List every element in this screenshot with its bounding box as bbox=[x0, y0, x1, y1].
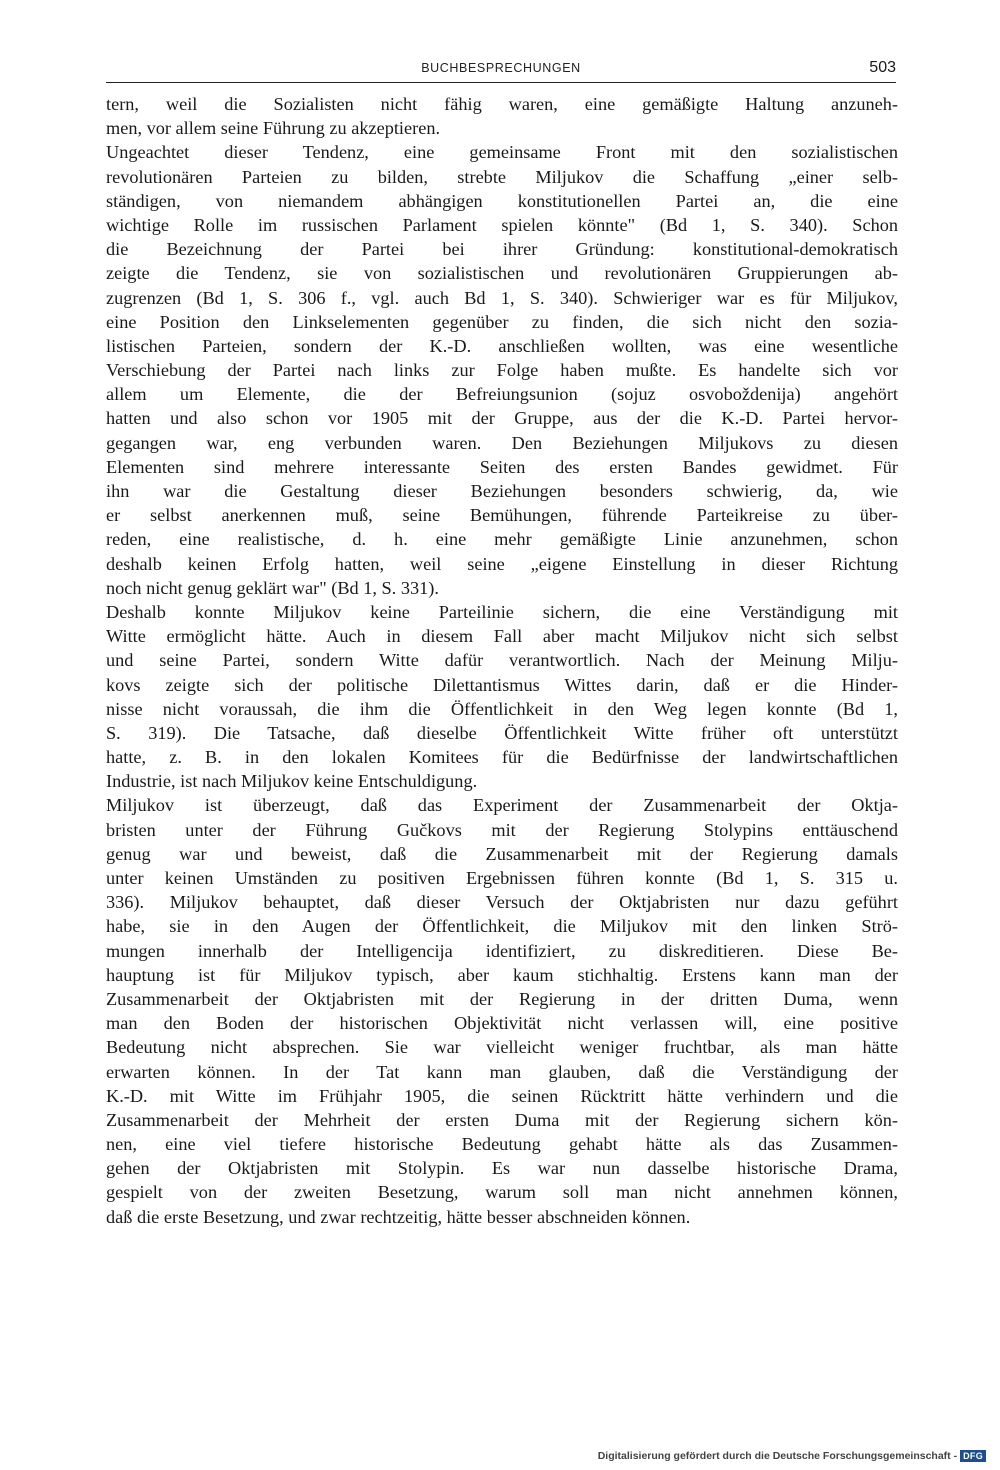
text-line: man den Boden der historischen Objektivität nicht verlassen will, eine positive bbox=[106, 1013, 898, 1034]
text-line: Ungeachtet dieser Tendenz, eine gemeinsame Front mit den sozialistischen bbox=[106, 142, 898, 163]
dfg-logo: DFG bbox=[960, 1450, 986, 1462]
text-line: deshalb keinen Erfolg hatten, weil seine „eigene Einstellung in dieser Richtung bbox=[106, 553, 898, 574]
paragraph-1 bbox=[106, 92, 898, 140]
text-line: erwarten können. In der Tat kann man glauben, daß die Verständigung der bbox=[106, 1061, 898, 1082]
page-number: 503 bbox=[869, 59, 896, 76]
digitization-credit bbox=[598, 1450, 986, 1462]
text-line: Bedeutung nicht absprechen. Sie war vielleicht weniger fruchtbar, als man hätte bbox=[106, 1037, 898, 1058]
text-line: hauptung ist für Miljukov typisch, aber kaum stichhaltig. Erstens kann man der bbox=[106, 964, 898, 985]
text-line: reden, eine realistische, d. h. eine mehr gemäßigte Linie anzunehmen, schon bbox=[106, 529, 898, 550]
text-line: allem um Elemente, die der Befreiungsunion (sojuz osvoboždenija) angehört bbox=[106, 384, 898, 405]
text-line: Verschiebung der Partei nach links zur Folge haben mußte. Es handelte sich vor bbox=[106, 360, 898, 381]
text-line: unter keinen Umständen zu positiven Ergebnissen führen konnte (Bd 1, S. 315 u. bbox=[106, 868, 898, 888]
text-line: wichtige Rolle im russischen Parlament spielen könnte" (Bd 1, S. 340). Schon bbox=[106, 214, 898, 235]
text-line: Zusammenarbeit der Mehrheit der ersten Duma mit der Regierung sichern kön- bbox=[106, 1109, 898, 1130]
text-line: kovs zeigte sich der politische Dilettantismus Wittes darin, daß er die Hinder- bbox=[106, 674, 898, 695]
text-line: und seine Partei, sondern Witte dafür verantwortlich. Nach der Meinung Milju- bbox=[106, 650, 898, 671]
credit-text: Digitalisierung gefördert durch die Deutsche Forschungsgemeinschaft - bbox=[597, 1450, 958, 1462]
text-line: 336). Miljukov behauptet, daß dieser Versuch der Oktjabristen nur dazu geführt bbox=[106, 892, 898, 913]
text-line: men, vor allem seine Führung zu akzeptieren. bbox=[106, 118, 441, 139]
text-line: listischen Parteien, sondern der K.-D. anschließen wollten, was eine wesentliche bbox=[106, 335, 898, 356]
text-line: er selbst anerkennen muß, seine Bemühungen, führende Parteikreise zu über- bbox=[106, 505, 898, 526]
text-line: Elementen sind mehrere interessante Seiten des ersten Bandes gewidmet. Für bbox=[106, 456, 898, 477]
text-line: habe, sie in den Augen der Öffentlichkeit, die Miljukov mit den linken Strö- bbox=[106, 916, 898, 937]
text-line: tern, weil die Sozialisten nicht fähig waren, eine gemäßigte Haltung anzuneh- bbox=[106, 94, 898, 114]
text-line: Witte ermöglicht hätte. Auch in diesem Fall aber macht Miljukov nicht sich selbst bbox=[106, 626, 898, 647]
text-line: noch nicht genug geklärt war" (Bd 1, S. 331). bbox=[106, 577, 439, 598]
text-line: Zusammenarbeit der Oktjabristen mit der Regierung in der dritten Duma, wenn bbox=[106, 988, 898, 1009]
text-line: ständigen, von niemandem abhängigen konstitutionellen Partei an, die eine bbox=[106, 190, 898, 211]
text-line: nen, eine viel tiefere historische Bedeutung gehabt hätte als das Zusammen- bbox=[106, 1134, 898, 1155]
text-line: nisse nicht voraussah, die ihm die Öffentlichkeit in den Weg legen konnte (Bd 1, bbox=[106, 698, 898, 719]
text-line: hatte, z. B. in den lokalen Komitees für die Bedürfnisse der landwirtschaftlichen bbox=[106, 747, 898, 768]
text-line: genug war und beweist, daß die Zusammenarbeit mit der Regierung damals bbox=[106, 843, 898, 864]
paragraph-4 bbox=[106, 793, 898, 1228]
text-line: eine Position den Linkselementen gegenüber zu finden, die sich nicht den sozia- bbox=[106, 311, 898, 332]
text-line: K.-D. mit Witte im Frühjahr 1905, die seinen Rücktritt hätte verhindern und die bbox=[106, 1085, 898, 1106]
running-title: BUCHBESPRECHUNGEN bbox=[421, 61, 581, 75]
paragraph-3 bbox=[106, 600, 898, 794]
text-line: gehen der Oktjabristen mit Stolypin. Es war nun dasselbe historische Drama, bbox=[106, 1158, 898, 1179]
body-text bbox=[106, 92, 898, 1229]
text-line: Miljukov ist überzeugt, daß das Experiment der Zusammenarbeit der Oktja- bbox=[106, 795, 898, 816]
text-line: revolutionären Parteien zu bilden, strebte Miljukov die Schaffung „einer selb- bbox=[106, 166, 898, 187]
text-line: gespielt von der zweiten Besetzung, warum soll man nicht annehmen können, bbox=[106, 1182, 898, 1203]
text-line: ihn war die Gestaltung dieser Beziehungen besonders schwierig, da, wie bbox=[106, 481, 898, 501]
text-line: Deshalb konnte Miljukov keine Parteilinie sichern, die eine Verständigung mit bbox=[106, 601, 898, 622]
running-header bbox=[106, 58, 896, 83]
text-line: gegangen war, eng verbunden waren. Den Beziehungen Miljukovs zu diesen bbox=[106, 432, 898, 453]
text-line: Industrie, ist nach Miljukov keine Entschuldigung. bbox=[106, 771, 478, 792]
text-line: S. 319). Die Tatsache, daß dieselbe Öffentlichkeit Witte früher oft unterstützt bbox=[106, 722, 898, 743]
text-line: hatten und also schon vor 1905 mit der Gruppe, aus der die K.-D. Partei hervor- bbox=[106, 408, 898, 429]
paragraph-2 bbox=[106, 140, 898, 600]
text-line: bristen unter der Führung Gučkovs mit der Regierung Stolypins enttäuschend bbox=[106, 819, 898, 840]
text-line: zeigte die Tendenz, sie von sozialistischen und revolutionären Gruppierungen ab- bbox=[106, 263, 898, 284]
text-line: daß die erste Besetzung, und zwar rechtzeitig, hätte besser abschneiden können. bbox=[106, 1206, 691, 1227]
text-line: mungen innerhalb der Intelligencija identifiziert, zu diskreditieren. Diese Be- bbox=[106, 940, 898, 961]
text-line: zugrenzen (Bd 1, S. 306 f., vgl. auch Bd 1, S. 340). Schwieriger war es für Miljukov, bbox=[106, 287, 898, 308]
text-line: die Bezeichnung der Partei bei ihrer Gründung: konstitutional-demokratisch bbox=[106, 239, 898, 260]
